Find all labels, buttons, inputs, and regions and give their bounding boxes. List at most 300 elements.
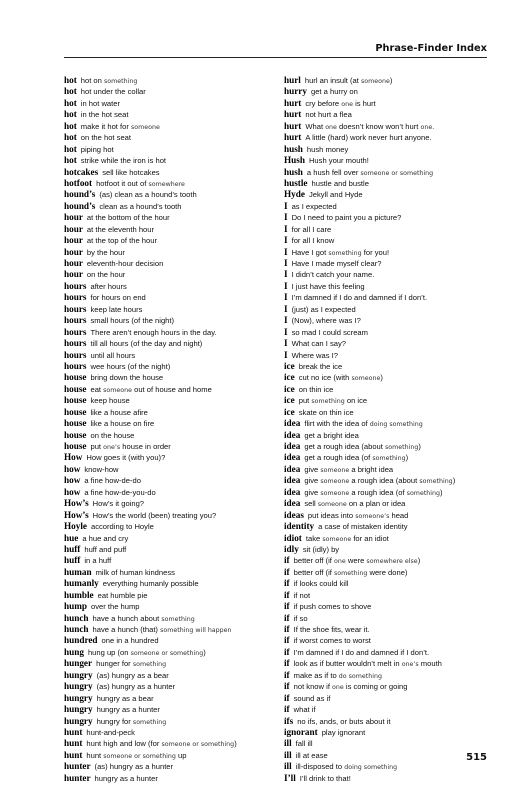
- index-placeholder-text: one: [334, 558, 346, 566]
- index-entry: [64, 269, 279, 280]
- index-placeholder-text: someone: [351, 375, 381, 383]
- index-headword: hotcakes: [64, 166, 99, 177]
- index-headword: hot: [64, 75, 77, 85]
- index-phrase-text: ): [234, 739, 237, 749]
- index-headword: ideas: [284, 509, 304, 520]
- index-placeholder-text: someone: [320, 489, 350, 497]
- index-phrase-text: play ignorant: [321, 727, 366, 737]
- index-placeholder-text: doing something: [369, 421, 423, 429]
- index-phrase-text: have a hunch (that): [92, 625, 161, 634]
- index-placeholder-text: one: [341, 100, 353, 108]
- index-headword: ice: [284, 360, 295, 371]
- index-phrase-text: till all hours (of the day and night): [90, 339, 203, 349]
- index-headword: hot: [64, 86, 77, 97]
- index-entry: [284, 533, 494, 544]
- index-entry: [64, 167, 279, 178]
- index-entry: [284, 727, 494, 738]
- index-headword: if: [284, 555, 290, 566]
- index-entry: [64, 418, 279, 429]
- index-headword: house: [64, 429, 87, 440]
- index-headword: hungry: [64, 715, 93, 726]
- index-headword: hour: [64, 258, 83, 268]
- index-headword: I: [284, 223, 288, 234]
- index-entry: [284, 750, 494, 761]
- index-entry: [284, 109, 494, 120]
- index-phrase-text: make it hot for: [80, 121, 131, 131]
- index-phrase-text: Where was I?: [291, 350, 339, 360]
- index-phrase-text: (as) hungry as a hunter: [96, 682, 176, 692]
- index-phrase-text: hunt high and low (for: [86, 739, 162, 749]
- index-placeholder-text: something: [311, 398, 345, 406]
- index-headword: if: [284, 658, 290, 669]
- index-entry: [64, 292, 279, 303]
- index-phrase-text: (as) clean as a hound’s tooth: [99, 190, 197, 200]
- index-headword: I: [284, 200, 288, 211]
- index-phrase-text: up: [175, 750, 187, 760]
- index-headword: hours: [64, 303, 87, 314]
- index-phrase-text: at the bottom of the hour: [86, 213, 170, 223]
- index-phrase-text: sound as if: [293, 693, 331, 703]
- index-entry: [284, 178, 494, 189]
- index-phrase-text: I’m damned if I do and damned if I don’t.: [293, 647, 430, 657]
- index-entry: [64, 693, 279, 704]
- index-phrase-text: know-how: [84, 464, 119, 474]
- index-headword: hunter: [64, 772, 91, 783]
- index-entry: [64, 338, 279, 349]
- index-entry: [284, 498, 494, 509]
- index-entry: [64, 681, 279, 692]
- index-phrase-text: get a rough idea (about: [304, 442, 385, 451]
- index-entry: [284, 304, 494, 315]
- index-headword: hour: [64, 235, 83, 246]
- index-phrase-text: ): [440, 487, 443, 497]
- index-phrase-text: for an idiot: [351, 533, 389, 543]
- index-phrase-text: what if: [293, 705, 316, 715]
- index-entry: [64, 647, 279, 658]
- index-entry: [284, 487, 494, 498]
- index-phrase-text: ): [417, 556, 421, 566]
- index-phrase-text: hunger for: [96, 659, 133, 669]
- index-placeholder-text: something: [372, 455, 406, 463]
- index-phrase-text: I’ll drink to that!: [299, 773, 351, 783]
- index-headword: hound’s: [64, 200, 96, 211]
- index-headword: huff: [64, 543, 81, 554]
- index-entry: [284, 555, 494, 566]
- index-headword: hundred: [64, 635, 98, 646]
- index-phrase-text: out of house and home: [132, 384, 212, 394]
- index-phrase-text: according to Hoyle: [90, 522, 154, 532]
- index-entry: [64, 704, 279, 715]
- index-phrase-text: a rough idea (about: [349, 476, 420, 486]
- index-entry: [284, 315, 494, 326]
- index-phrase-text: on ice: [344, 396, 368, 406]
- index-phrase-text: look as if butter wouldn’t melt in: [293, 659, 402, 669]
- index-phrase-text: everything humanly possible: [102, 579, 199, 589]
- index-phrase-text: in the hot seat: [80, 110, 129, 120]
- index-headword: house: [64, 383, 87, 394]
- index-headword: house: [64, 418, 87, 429]
- index-entry: [64, 670, 279, 681]
- index-entry: [64, 75, 279, 86]
- index-placeholder-text: something: [419, 478, 453, 486]
- index-placeholder-text: something: [334, 569, 368, 577]
- index-headword: I: [284, 258, 288, 268]
- index-phrase-text: put: [298, 396, 312, 406]
- index-entry: [64, 601, 279, 612]
- index-headword: hours: [64, 315, 87, 326]
- index-headword: ice: [284, 383, 295, 394]
- page-number: 515: [466, 752, 487, 763]
- index-entry: [64, 430, 279, 441]
- index-entry: [284, 693, 494, 704]
- index-placeholder-text: someone or something: [161, 741, 235, 749]
- index-headword: if: [284, 578, 290, 589]
- index-phrase-text: as I expected: [291, 201, 337, 211]
- index-entry: [64, 155, 279, 166]
- index-phrase-text: ): [405, 453, 409, 463]
- index-phrase-text: sell: [304, 499, 318, 509]
- index-entry: [284, 212, 494, 223]
- index-entry: [64, 761, 279, 772]
- index-headword: How: [64, 452, 83, 463]
- index-entry: [64, 86, 279, 97]
- index-entry: [64, 716, 279, 727]
- index-entry: [284, 292, 494, 303]
- index-placeholder-text: somewhere else: [366, 558, 418, 566]
- index-entry: [64, 407, 279, 418]
- index-headword: How’s: [64, 509, 89, 520]
- index-phrase-text: so mad I could scream: [291, 327, 368, 337]
- index-phrase-text: house in order: [120, 442, 171, 451]
- index-headword: ill: [284, 761, 292, 772]
- index-headword: I: [284, 246, 288, 257]
- index-placeholder-text: someone: [320, 478, 350, 486]
- index-phrase-text: hungry as a hunter: [96, 705, 160, 715]
- index-entry: [284, 327, 494, 338]
- index-headword: hot: [64, 120, 77, 131]
- index-entry: [64, 327, 279, 338]
- index-phrase-text: on thin ice: [298, 384, 334, 394]
- index-phrase-text: ): [389, 76, 393, 85]
- index-phrase-text: get a rough idea (of: [304, 453, 373, 463]
- index-entry: [284, 247, 494, 258]
- index-entry: [64, 235, 279, 246]
- index-placeholder-text: something: [328, 249, 362, 257]
- index-headword: house: [64, 395, 87, 406]
- index-entry: [64, 304, 279, 315]
- index-phrase-text: Jekyll and Hyde: [308, 190, 363, 200]
- index-phrase-text: hung up (on: [87, 647, 131, 657]
- index-headword: if: [284, 566, 290, 577]
- index-headword: I: [284, 349, 288, 360]
- index-headword: I: [284, 212, 288, 223]
- index-phrase-text: strike while the iron is hot: [80, 156, 167, 166]
- index-headword: hours: [64, 360, 87, 371]
- index-placeholder-text: one: [325, 123, 337, 131]
- index-phrase-text: eat: [90, 384, 104, 394]
- index-entry: [284, 452, 494, 463]
- index-entry: [284, 189, 494, 200]
- index-placeholder-text: someone: [320, 466, 350, 474]
- index-entry: [284, 578, 494, 589]
- index-phrase-text: (as) hungry as a hunter: [94, 762, 174, 772]
- index-headword: idea: [284, 463, 301, 474]
- index-phrase-text: in hot water: [80, 98, 121, 108]
- index-phrase-text: Have I made myself clear?: [291, 259, 382, 268]
- index-entry: [64, 452, 279, 463]
- index-headword: Hyde: [284, 189, 305, 200]
- index-phrase-text: make as if to: [293, 670, 339, 680]
- index-headword: hour: [64, 269, 83, 280]
- index-phrase-text: milk of human kindness: [95, 567, 175, 577]
- index-phrase-text: I didn’t catch your name.: [291, 270, 375, 280]
- index-entry: [284, 167, 494, 178]
- index-entry: [64, 624, 279, 635]
- index-placeholder-text: something: [384, 444, 419, 451]
- index-headword: humble: [64, 589, 94, 600]
- index-phrase-text: at the top of the hour: [86, 236, 157, 246]
- index-phrase-text: get a bright idea: [304, 430, 359, 440]
- index-headword: hour: [64, 246, 83, 257]
- index-phrase-text: hot on: [80, 76, 104, 85]
- index-phrase-text: ): [452, 476, 456, 486]
- index-placeholder-text: something: [104, 78, 138, 85]
- index-headword: I: [284, 269, 288, 280]
- index-entry: [64, 361, 279, 372]
- index-phrase-text: hungry for: [96, 716, 133, 726]
- index-headword: hotfoot: [64, 177, 93, 188]
- index-entry: [64, 487, 279, 498]
- index-headword: if: [284, 681, 290, 692]
- index-entry: [64, 613, 279, 624]
- index-headword: hungry: [64, 704, 93, 715]
- index-headword: ill: [284, 749, 292, 760]
- index-placeholder-text: one’s: [103, 444, 121, 451]
- index-headword: hot: [64, 155, 77, 166]
- index-placeholder-text: someone’s: [355, 512, 390, 520]
- index-entry: [284, 235, 494, 246]
- index-entry: [64, 533, 279, 544]
- index-phrase-text: if so: [293, 613, 308, 623]
- index-phrase-text: There aren’t enough hours in the day.: [90, 327, 217, 337]
- index-phrase-text: over the hump: [90, 602, 140, 612]
- index-entry: [64, 750, 279, 761]
- index-placeholder-text: do something: [338, 672, 382, 680]
- index-entry: [284, 510, 494, 521]
- index-phrase-text: hotfoot it out of: [96, 178, 149, 188]
- index-placeholder-text: something: [132, 718, 167, 726]
- index-phrase-text: eat humble pie: [97, 590, 148, 600]
- index-headword: idea: [284, 429, 301, 440]
- index-phrase-text: a hue and cry: [82, 533, 129, 543]
- index-placeholder-text: someone or something: [130, 649, 204, 657]
- index-headword: house: [64, 441, 87, 451]
- index-phrase-text: if worst comes to worst: [293, 636, 371, 646]
- index-phrase-text: by the hour: [86, 247, 125, 257]
- index-entry: [284, 761, 494, 772]
- index-entry: [64, 590, 279, 601]
- index-headword: idea: [284, 486, 301, 497]
- index-entry: [64, 109, 279, 120]
- index-entry: [64, 578, 279, 589]
- index-entry: [284, 647, 494, 658]
- index-headword: if: [284, 624, 290, 634]
- index-entry: [64, 258, 279, 269]
- index-phrase-text: for you!: [361, 247, 390, 257]
- index-entry: [284, 132, 494, 143]
- index-placeholder-text: something: [161, 615, 195, 623]
- index-entry: [64, 144, 279, 155]
- index-phrase-text: put ideas into: [307, 510, 356, 520]
- index-headword: hunt: [64, 726, 83, 737]
- index-phrase-text: huff and puff: [84, 544, 127, 554]
- index-headword: if: [284, 646, 290, 657]
- index-headword: identity: [284, 521, 315, 532]
- index-phrase-text: if looks could kill: [293, 579, 349, 589]
- index-phrase-text: on a plan or idea: [346, 499, 406, 509]
- index-entry: [284, 567, 494, 578]
- index-headword: hush: [284, 166, 303, 177]
- index-phrase-text: Hush your mouth!: [308, 156, 369, 166]
- index-phrase-text: ill-disposed to: [295, 762, 345, 772]
- index-entry: [284, 372, 494, 383]
- index-entry: [64, 212, 279, 223]
- index-entry: [64, 189, 279, 200]
- index-entry: [64, 521, 279, 532]
- index-phrase-text: not know if: [293, 682, 333, 692]
- index-phrase-text: give: [304, 487, 321, 497]
- index-headword: idea: [284, 441, 301, 451]
- index-phrase-text: Do I need to paint you a picture?: [291, 213, 402, 223]
- index-entry: [64, 555, 279, 566]
- index-entry: [284, 121, 494, 132]
- index-headword: if: [284, 601, 290, 612]
- index-phrase-text: on the house: [90, 430, 135, 440]
- index-placeholder-text: someone: [322, 535, 352, 543]
- index-phrase-text: hunt-and-peck: [86, 727, 135, 737]
- index-entry: [284, 475, 494, 486]
- index-entry: [284, 395, 494, 406]
- index-headword: if: [284, 635, 290, 646]
- index-phrase-text: I’m damned if I do and damned if I don’t.: [291, 293, 428, 303]
- index-entry: [64, 773, 279, 784]
- index-phrase-text: ill at ease: [295, 750, 328, 760]
- index-headword: idea: [284, 498, 301, 509]
- index-headword: hurt: [284, 97, 302, 108]
- index-phrase-text: (Now), where was I?: [291, 316, 361, 326]
- index-entry: [284, 670, 494, 681]
- index-entry: [284, 407, 494, 418]
- index-placeholder-text: something: [132, 661, 167, 669]
- index-headword: I: [284, 303, 288, 314]
- index-column-right: [284, 75, 494, 784]
- index-headword: humanly: [64, 578, 99, 589]
- index-entry: [284, 281, 494, 292]
- index-phrase-text: a hush fell over: [306, 167, 361, 177]
- running-head-title: Phrase-Finder Index: [375, 43, 487, 54]
- index-phrase-text: if push comes to shove: [293, 602, 372, 612]
- index-placeholder-text: one.: [420, 123, 435, 131]
- index-phrase-text: bring down the house: [90, 373, 164, 383]
- index-phrase-text: on the hour: [86, 270, 126, 280]
- index-phrase-text: A little (hard) work never hurt anyone.: [305, 133, 432, 143]
- index-phrase-text: a bright idea: [349, 464, 394, 474]
- index-entry: [284, 350, 494, 361]
- index-headword: if: [284, 704, 290, 715]
- index-headword: how: [64, 475, 81, 486]
- index-phrase-text: small hours (of the night): [90, 316, 175, 326]
- index-phrase-text: sell like hotcakes: [102, 167, 160, 177]
- index-phrase-text: hush money: [306, 144, 349, 154]
- index-headword: Hoyle: [64, 521, 87, 532]
- index-placeholder-text: something will happen: [160, 627, 232, 634]
- index-headword: hurl: [284, 75, 301, 85]
- index-phrase-text: keep house: [90, 396, 130, 406]
- index-phrase-text: piping hot: [80, 144, 114, 154]
- index-entry: [284, 773, 494, 784]
- index-column-left: [64, 75, 279, 784]
- index-phrase-text: sit (idly) by: [302, 544, 340, 554]
- index-headword: ignorant: [284, 726, 318, 737]
- index-headword: hungry: [64, 681, 93, 692]
- index-entry: [64, 384, 279, 395]
- index-headword: how: [64, 486, 81, 497]
- index-phrase-text: were done): [367, 567, 408, 577]
- index-entry: [64, 121, 279, 132]
- index-headword: hue: [64, 532, 79, 543]
- index-phrase-text: hungry as a bear: [96, 693, 154, 703]
- index-headword: hunch: [64, 624, 89, 634]
- index-entry: [64, 635, 279, 646]
- index-entry: [284, 704, 494, 715]
- index-entry: [284, 86, 494, 97]
- index-phrase-text: skate on thin ice: [298, 407, 354, 417]
- index-headword: human: [64, 566, 92, 577]
- index-phrase-text: If the shoe fits, wear it.: [293, 625, 370, 634]
- index-headword: hunt: [64, 738, 83, 749]
- index-entry: [64, 498, 279, 509]
- index-phrase-text: for hours on end: [90, 293, 146, 303]
- index-entry: [64, 441, 279, 452]
- index-placeholder-text: someone or something: [360, 169, 434, 177]
- index-phrase-text: hunt: [86, 750, 104, 760]
- index-phrase-text: ): [380, 373, 383, 383]
- index-entry: [284, 418, 494, 429]
- index-phrase-text: better off (if: [293, 567, 335, 577]
- index-entry: [284, 635, 494, 646]
- index-entry: [64, 395, 279, 406]
- index-entry: [64, 464, 279, 475]
- index-phrase-text: flirt with the idea of: [304, 419, 370, 429]
- index-phrase-text: give: [304, 476, 321, 486]
- index-entry: [64, 132, 279, 143]
- index-placeholder-text: doing something: [344, 764, 398, 772]
- index-headword: ice: [284, 372, 295, 383]
- index-headword: huff: [64, 555, 81, 566]
- index-headword: hot: [64, 143, 77, 154]
- index-entry: [284, 464, 494, 475]
- index-phrase-text: hustle and bustle: [311, 178, 369, 188]
- index-phrase-text: for all I know: [291, 236, 335, 246]
- index-entry: [284, 544, 494, 555]
- index-headword: I: [284, 326, 288, 337]
- index-headword: hot: [64, 109, 77, 120]
- index-headword: hour: [64, 223, 83, 234]
- index-phrase-text: like a house on fire: [90, 419, 155, 429]
- index-phrase-text: a fine how-de-you-do: [84, 487, 156, 497]
- index-entry: [284, 338, 494, 349]
- index-entry: [64, 372, 279, 383]
